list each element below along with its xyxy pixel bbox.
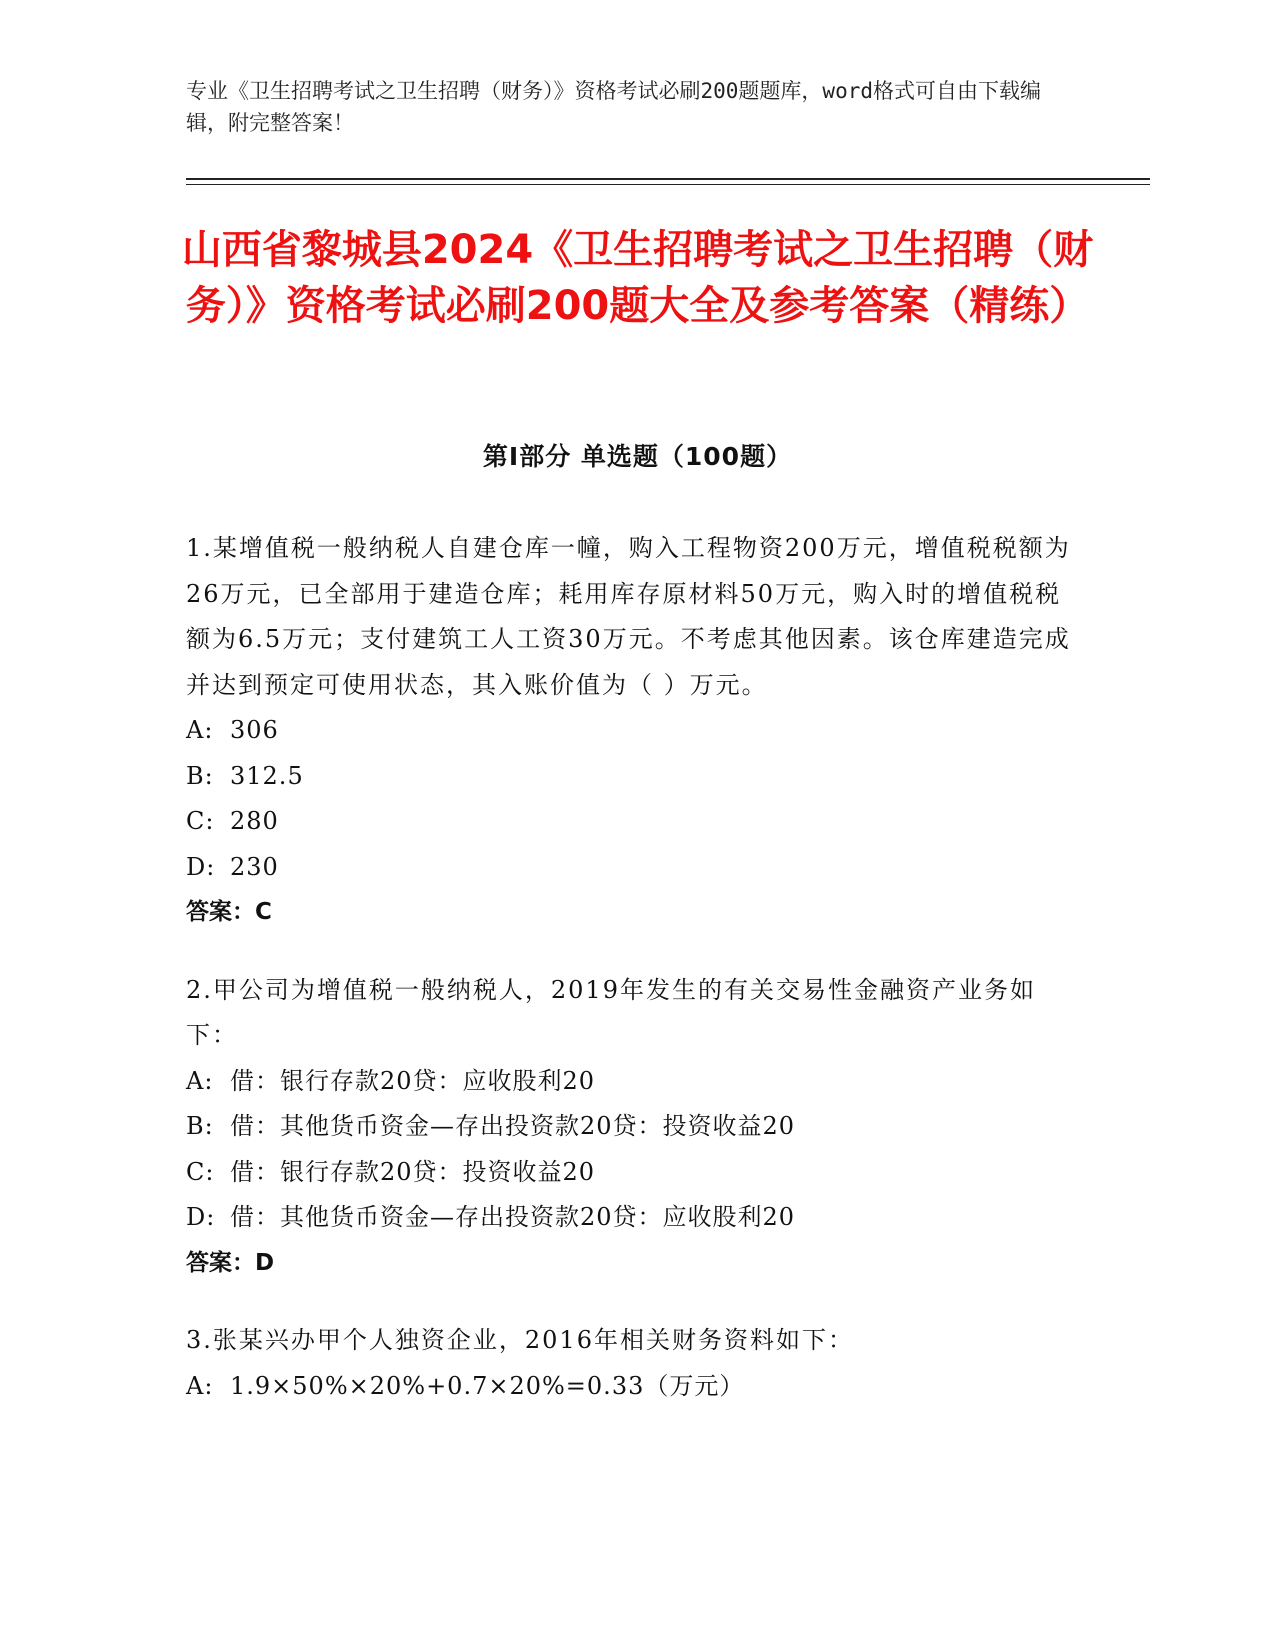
document-title: 山西省黎城县2024《卫生招聘考试之卫生招聘（财务）》资格考试必刷200题大全及参考答案（精练） (181, 227, 1094, 329)
header-rule-thick (186, 178, 1150, 180)
option-c (186, 1150, 1086, 1196)
question-1 (186, 526, 1086, 936)
option-d (186, 845, 1086, 891)
question-3 (186, 1318, 1086, 1409)
option-label: A: (186, 1066, 214, 1095)
option-text: 312.5 (230, 761, 304, 790)
option-label: C: (186, 807, 215, 835)
option-label: B: (186, 761, 214, 790)
option-label: C: (186, 1157, 215, 1186)
option-text: 230 (230, 852, 279, 881)
option-label: A: (186, 1371, 214, 1400)
answer: 答案：C (186, 899, 272, 925)
option-text: 借：其他货币资金—存出投资款20贷：应收股利20 (230, 1203, 796, 1231)
option-d (186, 1195, 1086, 1241)
question-list (186, 526, 1086, 1441)
answer: 答案：D (186, 1249, 275, 1276)
question-stem: 1.某增值税一般纳税人自建仓库一幢，购入工程物资200万元，增值税税额为26万元，已全部用于建造仓库；耗用库存原材料50万元，购入时的增值税税额为6.5万元；支付建筑工人工资30万元。不考虑其他因素。该仓库建造完成并达到预定可使用状态，其入账价值为（ ）万元。 (186, 534, 1071, 699)
option-text: 1.9×50%×20%+0.7×20%=0.33（万元） (230, 1371, 745, 1400)
header-rule-thin (186, 184, 1150, 185)
option-text: 借：其他货币资金—存出投资款20贷：投资收益20 (230, 1112, 796, 1140)
option-label: A: (186, 716, 214, 744)
option-a (186, 1364, 1086, 1410)
option-text: 280 (230, 807, 279, 835)
option-text: 借：银行存款20贷：投资收益20 (230, 1157, 596, 1186)
question-2 (186, 968, 1086, 1287)
option-a (186, 708, 1086, 754)
question-stem: 2.甲公司为增值税一般纳税人，2019年发生的有关交易性金融资产业务如下： (186, 975, 1036, 1049)
option-label: B: (186, 1112, 214, 1140)
option-b (186, 1104, 1086, 1150)
header-note: 专业《卫生招聘考试之卫生招聘（财务）》资格考试必刷200题题库，word格式可自由下载编辑，附完整答案！ (186, 79, 1041, 135)
option-text: 306 (230, 716, 279, 744)
option-a (186, 1059, 1086, 1105)
option-text: 借：银行存款20贷：应收股利20 (230, 1066, 596, 1095)
option-b (186, 754, 1086, 800)
option-label: D: (186, 852, 216, 881)
question-stem: 3.张某兴办甲个人独资企业，2016年相关财务资料如下： (186, 1326, 854, 1354)
option-label: D: (186, 1203, 216, 1231)
section-heading: 第Ⅰ部分 单选题（100题） (482, 442, 793, 471)
option-c (186, 799, 1086, 845)
